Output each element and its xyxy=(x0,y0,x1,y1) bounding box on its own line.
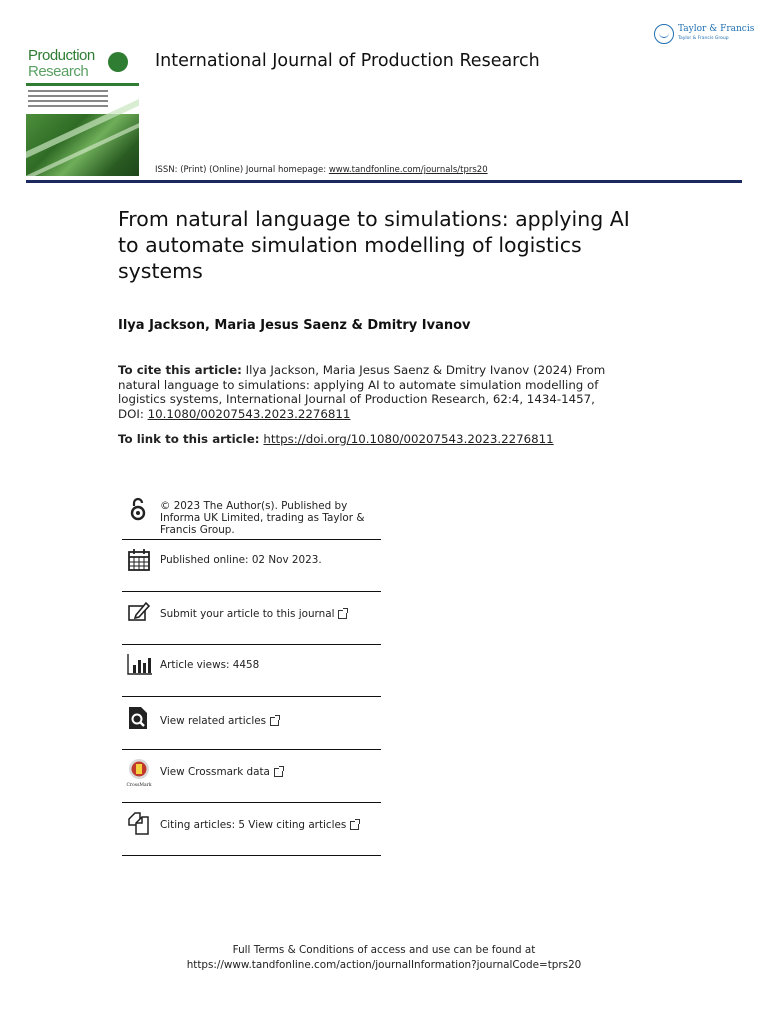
cover-stripe xyxy=(26,83,139,86)
taylor-francis-logo-icon xyxy=(654,24,674,44)
external-link-icon xyxy=(270,715,280,725)
citing-articles-text: Citing articles: 5 View citing articles xyxy=(160,819,347,831)
calendar-icon xyxy=(126,547,152,573)
bar-chart-icon xyxy=(126,652,152,678)
info-item-published xyxy=(122,540,381,592)
publisher-logo[interactable] xyxy=(654,22,755,46)
info-item-crossmark[interactable] xyxy=(122,750,381,803)
info-item-submit[interactable] xyxy=(122,592,381,645)
search-document-icon xyxy=(126,705,152,731)
cite-label: To cite this article: xyxy=(118,363,242,377)
cover-top-band xyxy=(26,28,139,44)
external-link-icon xyxy=(274,766,284,776)
publisher-group: Taylor & Francis Group xyxy=(678,36,729,41)
crossmark-link[interactable] xyxy=(160,766,284,778)
issn-text: ISSN: (Print) (Online) Journal homepage: xyxy=(155,165,329,175)
submit-article-link[interactable] xyxy=(160,608,348,620)
article-authors: Ilya Jackson, Maria Jesus Saenz & Dmitry Ivanov xyxy=(118,318,471,333)
cover-artwork xyxy=(26,114,139,176)
crossmark-icon xyxy=(126,758,152,788)
journal-homepage-link[interactable]: www.tandfonline.com/journals/tprs20 xyxy=(328,165,488,175)
cite-doi[interactable]: 10.1080/00207543.2023.2276811 xyxy=(147,406,351,421)
header-divider xyxy=(26,180,742,183)
footer-terms-text: Full Terms & Conditions of access and use can be found at xyxy=(232,944,536,956)
article-views-text: Article views: 4458 xyxy=(160,659,260,671)
issn-line xyxy=(155,165,488,175)
open-access-icon xyxy=(126,497,152,523)
cover-title-line2: Research xyxy=(28,63,89,80)
footer xyxy=(0,943,768,973)
published-date-text: Published online: 02 Nov 2023. xyxy=(160,554,322,566)
crossmark-icon-label: CrossMark xyxy=(126,783,152,788)
related-articles-link[interactable] xyxy=(160,715,280,727)
external-link-icon xyxy=(350,819,360,829)
edit-icon xyxy=(126,599,152,625)
info-item-related[interactable] xyxy=(122,697,381,750)
journal-cover-image xyxy=(26,28,139,176)
license-text: © 2023 The Author(s). Published by Informa UK Limited, trading as Taylor & Francis Group. xyxy=(160,500,365,536)
crossmark-text: View Crossmark data xyxy=(160,766,270,778)
citing-articles-icon xyxy=(126,811,152,837)
related-articles-text: View related articles xyxy=(160,715,267,727)
cover-text-block xyxy=(28,90,108,112)
cite-text: Ilya Jackson, Maria Jesus Saenz & Dmitry Ivanov (2024) From natural language to simulations: applying AI to automate simulation modelling of logistics systems, International Journal of Production Research, 62:4, 1434-1457, DOI: xyxy=(118,363,606,421)
article-doi-link[interactable]: https://doi.org/10.1080/00207543.2023.2276811 xyxy=(263,432,554,446)
publisher-name: Taylor & Francis xyxy=(678,24,755,34)
cover-title-line1: Production xyxy=(28,47,95,64)
citation-block xyxy=(118,363,608,421)
footer-terms-url[interactable]: https://www.tandfonline.com/action/journalInformation?journalCode=tprs20 xyxy=(186,959,582,971)
info-item-views xyxy=(122,645,381,697)
cover-badge-icon xyxy=(108,52,128,72)
article-link-line xyxy=(118,432,554,446)
citing-articles-link[interactable] xyxy=(160,819,360,831)
article-title: From natural language to simulations: applying AI to automate simulation modelling of logistics systems xyxy=(118,207,630,283)
article-info-list xyxy=(122,493,381,856)
info-item-citing[interactable] xyxy=(122,803,381,856)
link-label: To link to this article: xyxy=(118,432,260,446)
submit-article-text: Submit your article to this journal xyxy=(160,608,335,620)
journal-name: International Journal of Production Research xyxy=(155,51,540,71)
external-link-icon xyxy=(338,608,348,618)
info-item-license xyxy=(122,493,381,540)
